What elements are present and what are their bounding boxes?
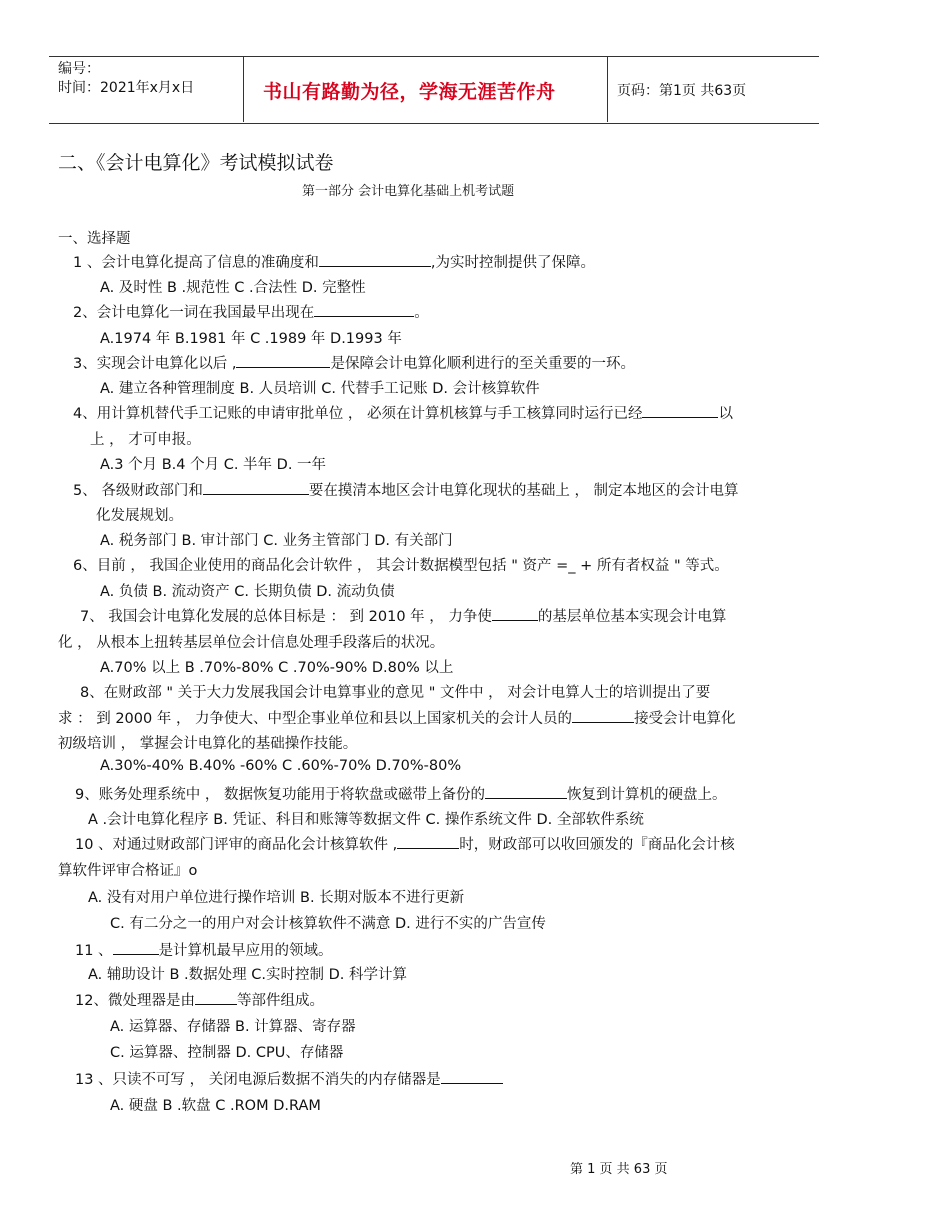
question-stem: 4、用计算机替代手工记账的申请审批单位 ， 必须在计算机核算与手工核算同时运行已经 以 xyxy=(73,402,733,423)
number-label: 编号： xyxy=(58,61,100,77)
page-subtitle: 第一部分 会计电算化基础上机考试题 xyxy=(302,184,515,199)
question-options: C. 有二分之一的用户对会计核算软件不满意 D. 进行不实的广告宣传 xyxy=(110,916,546,932)
question-options: A. 建立各种管理制度 B. 人员培训 C. 代替手工记账 D. 会计核算软件 xyxy=(100,381,540,397)
page-info: 页码：第1页 共63页 xyxy=(617,83,747,99)
question-stem: 6、目前 ， 我国企业使用的商品化会计软件 ， 其会计数据模型包括 " 资产 =_ + 所有者权益 " 等式。 xyxy=(73,558,729,574)
question-options: A.1974 年 B.1981 年 C .1989 年 D.1993 年 xyxy=(100,331,402,347)
question-options: C. 运算器、控制器 D. CPU、存储器 xyxy=(110,1045,344,1061)
section-heading: 一、选择题 xyxy=(58,231,131,247)
question-stem: 11 、 是计算机最早应用的领域。 xyxy=(75,939,333,960)
question-continuation: 算软件评审合格证』o xyxy=(58,863,198,879)
question-continuation: 化发展规划。 xyxy=(96,508,183,524)
question-options: A.30%-40% B.40% -60% C .60%-70% D.70%-80% xyxy=(100,758,462,774)
question-stem: 2、会计电算化一词在我国最早出现在 。 xyxy=(73,301,429,322)
question-options: A. 辅助设计 B .数据处理 C.实时控制 D. 科学计算 xyxy=(88,967,407,983)
question-stem-line2: 求 ： 到 2000 年 ， 力争使大、中型企事业单位和县以上国家机关的会计人员的 接受会计电算化 xyxy=(58,707,736,728)
question-options: A. 负债 B. 流动资产 C. 长期负债 D. 流动负债 xyxy=(100,584,395,600)
question-options: A .会计电算化程序 B. 凭证、科目和账簿等数据文件 C. 操作系统文件 D. 全部软件系统 xyxy=(88,812,644,828)
motto: 书山有路勤为径，学海无涯苦作舟 xyxy=(263,81,556,103)
question-options: A. 税务部门 B. 审计部门 C. 业务主管部门 D. 有关部门 xyxy=(100,533,453,549)
header-divider xyxy=(243,56,244,122)
header-divider xyxy=(607,56,608,122)
question-stem: 5、 各级财政部门和 要在摸清本地区会计电算化现状的基础上 ， 制定本地区的会计电算 xyxy=(73,479,739,500)
question-stem: 10 、对通过财政部门评审的商品化会计核算软件 , 时，财政部可以收回颁发的『商品化会计核 xyxy=(75,833,735,854)
question-options: A. 及时性 B .规范性 C .合法性 D. 完整性 xyxy=(100,280,366,296)
question-continuation: 初级培训 ， 掌握会计电算化的基础操作技能。 xyxy=(58,736,358,752)
question-stem: 12、微处理器是由 等部件组成。 xyxy=(75,989,324,1010)
page-footer: 第 1 页 共 63 页 xyxy=(570,1162,668,1177)
question-stem: 9、账务处理系统中 ， 数据恢复功能用于将软盘或磁带上备份的 恢复到计算机的硬盘上。 xyxy=(75,783,726,804)
question-stem: 3、实现会计电算化以后 , 是保障会计电算化顺利进行的至关重要的一环。 xyxy=(73,352,635,373)
question-stem: 7、 我国会计电算化发展的总体目标是 ： 到 2010 年 ， 力争使 的基层单位基本实现会计电算 xyxy=(80,605,726,626)
question-options: A. 没有对用户单位进行操作培训 B. 长期对版本不进行更新 xyxy=(88,890,465,906)
question-continuation: 上 ， 才可申报。 xyxy=(90,432,201,448)
question-stem: 13 、只读不可写 ， 关闭电源后数据不消失的内存储器是 xyxy=(75,1068,503,1089)
question-stem: 1 、会计电算化提高了信息的准确度和 ,为实时控制提供了保障。 xyxy=(73,251,595,272)
question-options: A. 硬盘 B .软盘 C .ROM D.RAM xyxy=(110,1098,321,1114)
question-options: A.70% 以上 B .70%-80% C .70%-90% D.80% 以上 xyxy=(100,660,454,676)
question-continuation: 化 ， 从根本上扭转基层单位会计信息处理手段落后的状况。 xyxy=(58,635,445,651)
question-options: A. 运算器、存储器 B. 计算器、寄存器 xyxy=(110,1019,356,1035)
question-stem: 8、在财政部 " 关于大力发展我国会计电算事业的意见 " 文件中 ， 对会计电算人士的培训提出了要 xyxy=(80,685,711,701)
question-options: A.3 个月 B.4 个月 C. 半年 D. 一年 xyxy=(100,457,327,473)
page-title: 二、《会计电算化》考试模拟试卷 xyxy=(58,152,334,174)
time-label: 时间：2021年x月x日 xyxy=(58,80,195,96)
